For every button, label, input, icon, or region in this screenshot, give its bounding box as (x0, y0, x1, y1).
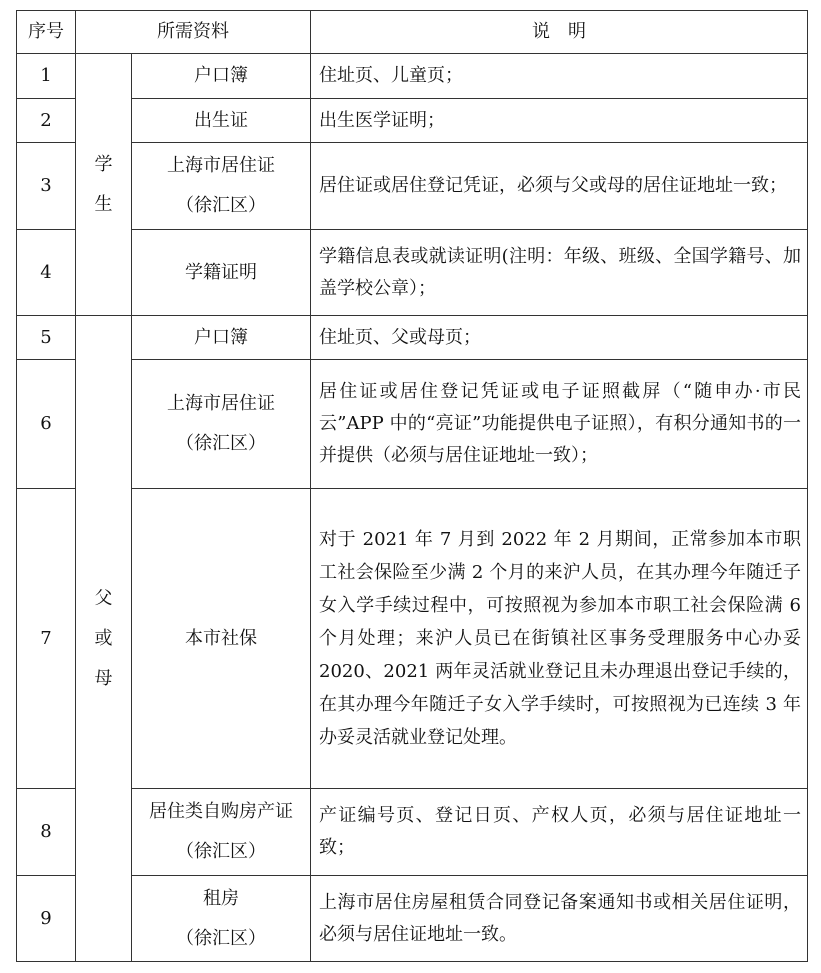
row-number: 6 (17, 360, 76, 489)
table-row (17, 316, 808, 360)
table-row (17, 99, 808, 143)
row-number: 5 (17, 316, 76, 360)
table-row (17, 876, 808, 962)
header-row (17, 11, 808, 54)
description: 上海市居住房屋租赁合同登记备案通知书或相关居住证明，必须与居住证地址一致。 (311, 876, 808, 962)
description: 居住证或居住登记凭证或电子证照截屏（“随申办·市民云”APP 中的“亮证”功能提供电子证照），有积分通知书的一并提供（必须与居住证地址一致）； (311, 360, 808, 489)
description: 住址页、父或母页； (311, 316, 808, 360)
table-row (17, 230, 808, 316)
description: 住址页、儿童页； (311, 54, 808, 99)
material-name: 本市社保 (132, 489, 311, 789)
table-row (17, 54, 808, 99)
group-char: 生 (94, 193, 113, 215)
row-number: 2 (17, 99, 76, 143)
description: 出生医学证明； (311, 99, 808, 143)
table-row (17, 489, 808, 789)
table-row (17, 789, 808, 876)
header-desc: 说 明 (311, 11, 808, 54)
row-number: 7 (17, 489, 76, 789)
group-char: 母 (94, 667, 113, 689)
materials-table (16, 10, 808, 962)
description: 居住证或居住登记凭证，必须与父或母的居住证地址一致； (311, 143, 808, 230)
header-material: 所需资料 (76, 11, 311, 54)
material-name: 学籍证明 (132, 230, 311, 316)
group-parent (76, 316, 132, 962)
material-name: 出生证 (132, 99, 311, 143)
group-student (76, 54, 132, 316)
description: 学籍信息表或就读证明(注明：年级、班级、全国学籍号、加盖学校公章）； (311, 230, 808, 316)
description: 对于 2021 年 7 月到 2022 年 2 月期间，正常参加本市职工社会保险至少满 2 个月的来沪人员，在其办理今年随迁子女入学手续过程中，可按照视为参加本市职工社会保险满 6 个月处理；来沪人员已在街镇社区事务受理服务中心办妥 2020、2021 两年灵活就业登记且未办理退出登记手续的，在其办理今年随迁子女入学手续时，可按照视为已连续 3 年办妥灵活就业登记处理。 (311, 489, 808, 789)
material-name: 上海市居住证 （徐汇区） (132, 360, 311, 489)
material-name: 户口簿 (132, 54, 311, 99)
table-row (17, 143, 808, 230)
row-number: 1 (17, 54, 76, 99)
description: 产证编号页、登记日页、产权人页，必须与居住证地址一致； (311, 789, 808, 876)
row-number: 8 (17, 789, 76, 876)
header-no: 序号 (17, 11, 76, 54)
row-number: 3 (17, 143, 76, 230)
row-number: 4 (17, 230, 76, 316)
material-name: 租房 （徐汇区） (132, 876, 311, 962)
material-name: 户口簿 (132, 316, 311, 360)
material-name: 上海市居住证 （徐汇区） (132, 143, 311, 230)
table-row (17, 360, 808, 489)
group-char: 父 (94, 587, 113, 609)
group-char: 学 (94, 153, 113, 175)
row-number: 9 (17, 876, 76, 962)
group-char: 或 (94, 627, 113, 649)
material-name: 居住类自购房产证 （徐汇区） (132, 789, 311, 876)
